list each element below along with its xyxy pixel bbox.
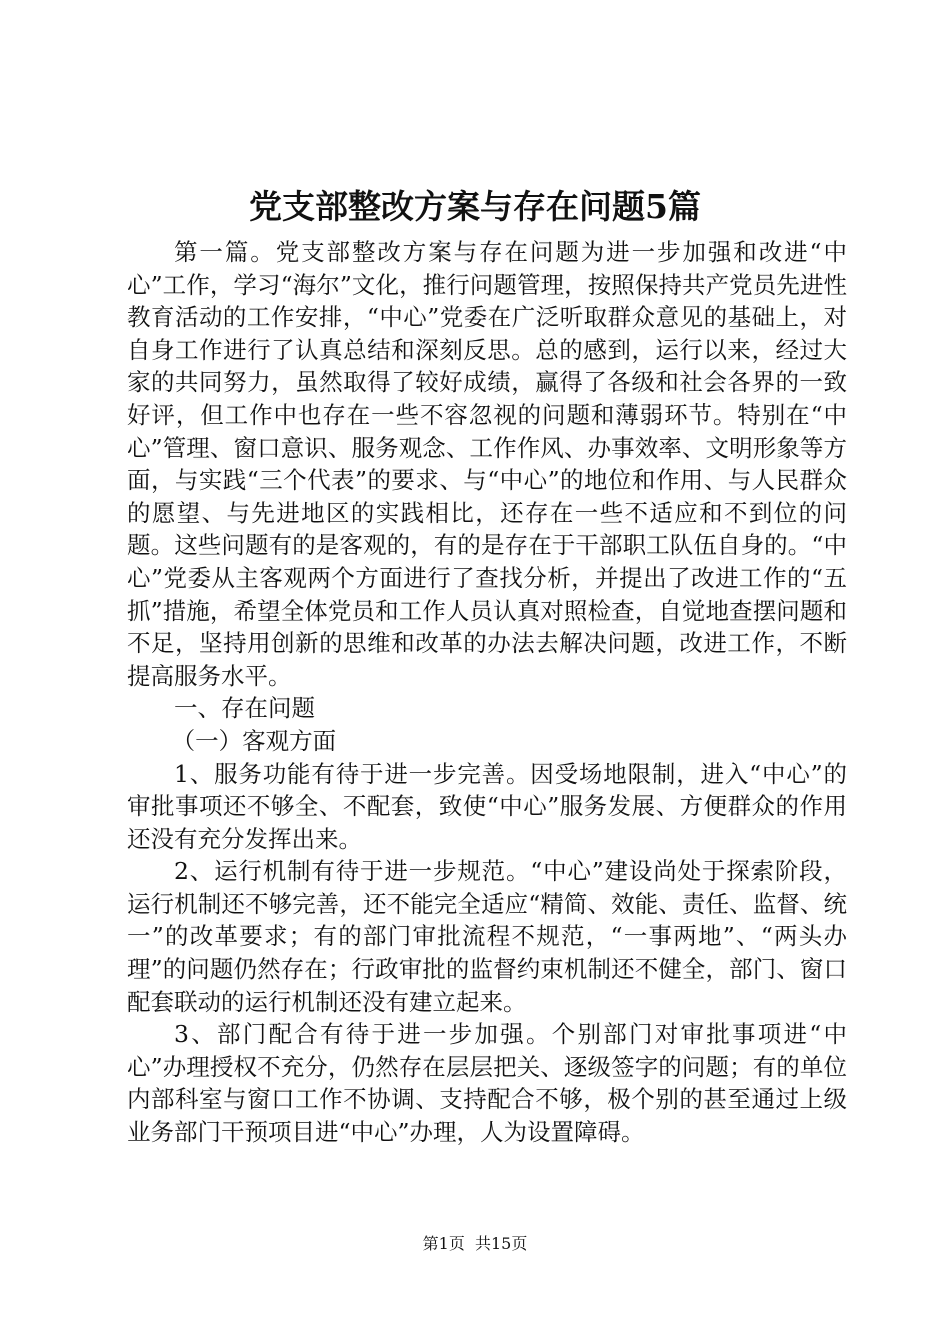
paragraph-item-1: 1、服务功能有待于进一步完善。因受场地限制，进入“中心”的审批事项还不够全、不配套，致使“中心”服务发展、方便群众的作用还没有充分发挥出来。 [127,759,847,853]
document-title: 党支部整改方案与存在问题5篇 [249,187,701,226]
section-heading: 一、存在问题 [174,694,315,723]
subsection-heading: （一）客观方面 [171,726,337,755]
page-number: 第1页 共15页 [422,1234,528,1253]
paragraph-item-3: 3、部门配合有待于进一步加强。个别部门对审批事项进“中心”办理授权不充分，仍然存在层层把关、逐级签字的问题；有的单位内部科室与窗口工作不协调、支持配合不够，极个别的甚至通过上级业务部门干预项目进“中心”办理，人为设置障碍。 [127,1020,847,1147]
document-body [127,236,847,1149]
paragraph-item-2: 2、运行机制有待于进一步规范。“中心”建设尚处于探索阶段，运行机制还不够完善，还不能完全适应“精简、效能、责任、监督、统一”的改革要求；有的部门审批流程不规范，“一事两地”、“两头办理”的问题仍然存在；行政审批的监督约束机制还不健全，部门、窗口配套联动的运行机制还没有建立起来。 [127,857,847,1016]
page-footer [0,1232,950,1256]
paragraph-intro: 第一篇。党支部整改方案与存在问题为进一步加强和改进“中心”工作，学习“海尔”文化，推行问题管理，按照保持共产党员先进性教育活动的工作安排，“中心”党委在广泛听取群众意见的基础上，对自身工作进行了认真总结和深刻反思。总的感到，运行以来，经过大家的共同努力，虽然取得了较好成绩，赢得了各级和社会各界的一致好评，但工作中也存在一些不容忽视的问题和薄弱环节。特别在“中心”管理、窗口意识、服务观念、工作作风、办事效率、文明形象等方面，与实践“三个代表”的要求、与“中心”的地位和作用、与人民群众的愿望、与先进地区的实践相比，还存在一些不适应和不到位的问题。这些问题有的是客观的，有的是存在于干部职工队伍自身的。“中心”党委从主客观两个方面进行了查找分析，并提出了改进工作的“五抓”措施，希望全体党员和工作人员认真对照检查，自觉地查摆问题和不足，坚持用创新的思维和改革的办法去解决问题，改进工作，不断提高服务水平。 [127,238,847,690]
